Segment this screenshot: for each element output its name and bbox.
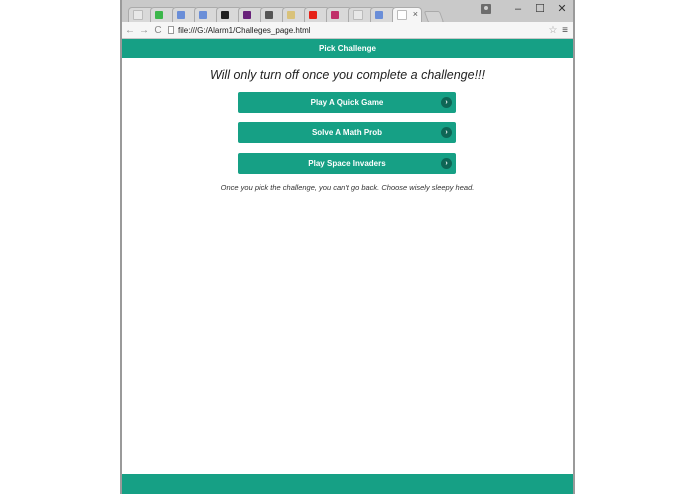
chevron-right-icon: › — [441, 97, 452, 108]
back-button[interactable]: ← — [125, 24, 135, 36]
chevron-right-icon: › — [441, 127, 452, 138]
page-title: Pick Challenge — [319, 44, 376, 53]
profile-icon[interactable] — [481, 4, 491, 14]
button-label: Play A Quick Game — [310, 98, 384, 107]
notepad-icon — [287, 11, 295, 19]
bookmark-star-icon[interactable]: ☆ — [548, 24, 558, 36]
forward-button[interactable]: → — [139, 24, 149, 36]
green-app-icon — [155, 11, 163, 19]
browser-tab-active[interactable] — [392, 7, 422, 22]
black-logo-icon — [221, 11, 229, 19]
feather-icon — [331, 11, 339, 19]
solve-math-problem-button[interactable] — [238, 122, 456, 143]
visual-studio-icon — [243, 11, 251, 19]
chevron-right-icon: › — [441, 158, 452, 169]
blank-page-icon — [133, 10, 143, 20]
close-window-button[interactable]: ✕ — [557, 3, 567, 15]
button-label: Solve A Math Prob — [311, 128, 383, 137]
browser-window — [120, 0, 575, 494]
window-controls — [481, 0, 573, 18]
address-text[interactable]: file:///G:/Alarm1/Challeges_page.html — [178, 25, 311, 35]
maximize-button[interactable]: ☐ — [535, 3, 545, 15]
google-icon — [375, 11, 383, 19]
menu-icon[interactable]: ≡ — [562, 24, 568, 36]
tab-strip — [128, 7, 442, 22]
warning-note: Once you pick the challenge, you can't go back. Choose wisely sleepy head. — [220, 183, 475, 192]
reload-button[interactable]: C — [154, 24, 162, 36]
page-icon — [168, 26, 174, 34]
headline: Will only turn off once you complete a challenge!!! — [209, 68, 486, 82]
button-label: Play Space Invaders — [308, 159, 386, 168]
page-footer — [122, 474, 573, 494]
blank-page-icon — [353, 10, 363, 20]
browser-toolbar — [122, 22, 573, 39]
minimize-button[interactable]: – — [514, 3, 522, 15]
play-quick-game-button[interactable] — [238, 92, 456, 113]
google-icon — [199, 11, 207, 19]
google-icon — [177, 11, 185, 19]
tools-icon — [265, 11, 273, 19]
tab-close-icon[interactable]: × — [412, 9, 418, 19]
address-bar[interactable] — [168, 24, 543, 36]
blank-page-icon — [397, 10, 407, 20]
play-space-invaders-button[interactable] — [238, 153, 456, 174]
title-bar — [122, 0, 573, 22]
page-header — [122, 39, 573, 58]
page-content — [122, 58, 573, 474]
youtube-icon — [309, 11, 317, 19]
